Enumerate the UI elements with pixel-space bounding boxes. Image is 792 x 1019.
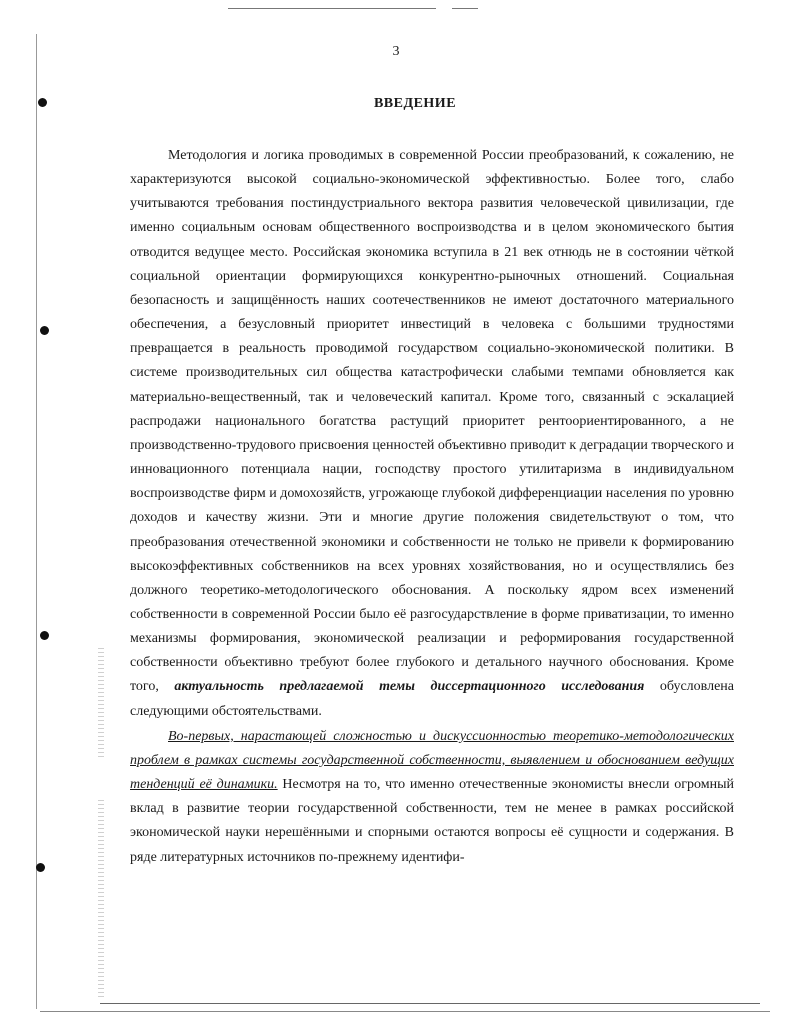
scan-artifact-line <box>228 8 436 9</box>
scan-artifact-line <box>100 1003 760 1004</box>
underlined-phrase: Во-первых, нарастающей сложностью и дискуссионностью теоретико-методологических проблем в рамках системы государственной собственности, выявлением и обоснованием ведущих тенденций её динамики. <box>130 728 734 793</box>
paragraph <box>130 725 734 870</box>
page-number: 3 <box>392 44 400 59</box>
scan-margin-noise <box>98 648 104 758</box>
paragraph-text: Несмотря на то, что именно отечественные экономисты внесли огромный вклад в развитие теории государственной собственности, тем не менее в рамках российской экономической науки нерешёнными и спорными остаются вопросы её сущности и содержания. В ряде литературных источников по-прежнему идентифи- <box>130 777 734 865</box>
punch-hole-mark <box>40 631 49 640</box>
punch-hole-mark <box>36 863 45 872</box>
scan-page-edge <box>36 34 37 1009</box>
body-text <box>130 144 734 870</box>
paragraph-text: обусловлена следующими обстоятельствами. <box>130 679 735 719</box>
scan-margin-noise <box>98 800 104 1000</box>
section-heading: ВВЕДЕНИЕ <box>373 96 457 111</box>
paragraph-text: Методология и логика проводимых в современной России преобразований, к сожалению, не характеризуются высокой социально-экономической эффективностью. Более того, слабо учитываются требования постиндустриального вектора развития человеческой цивилизации, где именно социальным основам общественного воспроизводства и в целом экономического бытия отводится ведущее место. Российская экономика вступила в 21 век отнюдь не в состоянии чёткой социальной ориентации формирующихся конкурентно-рыночных отношений. Социальная безопасность и защищённость наших соотечественников не имеют достаточного материального обеспечения, а безусловный приоритет инвестиций в человека с большими трудностями превращается в реальность проводимой государством социально-экономической политики. В системе производительных сил общества катастрофически слабыми темпами обновляется как материально-вещественный, так и человеческий капитал. Кроме того, связанный с эскалацией распродажи национального богатства растущий приоритет рентоориентированного, а не производственно-трудового присвоения ценностей объективно приводит к деградации творческого и инновационного потенциала нации, господству простого утилитаризма в индивидуальном воспроизводстве фирм и домохозяйств, угрожающе глубокой дифференциации населения по уровню доходов и качеству жизни. Эти и многие другие положения свидетельствуют о том, что преобразования отечественной экономики и собственности не только не привели к формированию высокоэффективных собственников на всех уровнях хозяйствования, но и осуществлялись без должного теоретико-методологического обоснования. А поскольку ядром всех изменений собственности в современной России было её разгосударствление в форме приватизации, то именно механизмы формирования, экономической реализации и реформирования государственной собственности объективно требуют более глубокого и детального научного обоснования. Кроме того, <box>130 148 734 695</box>
punch-hole-mark <box>40 326 49 335</box>
scan-artifact-line <box>452 8 478 9</box>
emphasized-phrase: актуальность предлагаемой темы диссертационного исследования <box>174 679 645 695</box>
paragraph <box>130 144 734 724</box>
scan-artifact-line <box>40 1011 770 1012</box>
